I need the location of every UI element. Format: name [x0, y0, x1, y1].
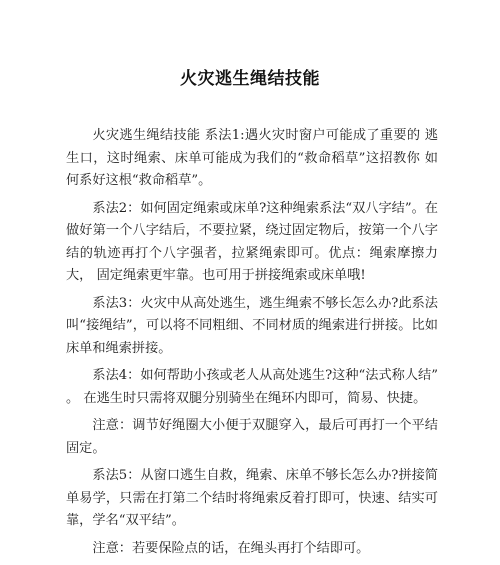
paragraph-note-1: 注意：调节好绳圈大小便于双腿穿入，最后可再打一个平结 固定。: [66, 418, 438, 456]
paragraph-method-4: 系法4：如何帮助小孩或老人从高处逃生?这种“法式称人结” 。 在逃生时只需将双腿分别骑坐在绳环内即可，简易、快捷。: [66, 368, 438, 406]
paragraph-method-2: 系法2：如何固定绳索或床单?这种绳索系法“双八字结”。在做好第一个八字结后，不要拉紧，绕过固定物后，按第一个八字 结的轨迹再打个八字强者，拉紧绳索即可。优点：绳索摩擦力大， 固定绳索更牢靠。也可用于拼接绳索或床单哦!: [66, 200, 438, 283]
paragraph-method-3: 系法3：火灾中从高处逃生，逃生绳索不够长怎么办?此系法 叫“接绳结”，可以将不同粗细、不同材质的绳索进行拼接。比如 床单和绳索拼接。: [66, 295, 438, 356]
document-title: 火灾逃生绳结技能: [180, 69, 320, 89]
document-body: [66, 125, 438, 565]
paragraph-intro: 火灾逃生绳结技能 系法1:遇火灾时窗户可能成了重要的 逃生口，这时绳索、床单可能成为我们的“救命稻草”这招教你 如何系好这根“救命稻草”。: [66, 128, 438, 188]
paragraph-method-5: 系法5：从窗口逃生自救，绳索、床单不够长怎么办?拼接简 单易学，只需在打第二个结时将绳索反着打即可，快速、结实可 靠，学名“双平结”。: [66, 468, 438, 528]
paragraph-note-2: 注意：若要保险点的话，在绳头再打个结即可。: [92, 540, 370, 556]
